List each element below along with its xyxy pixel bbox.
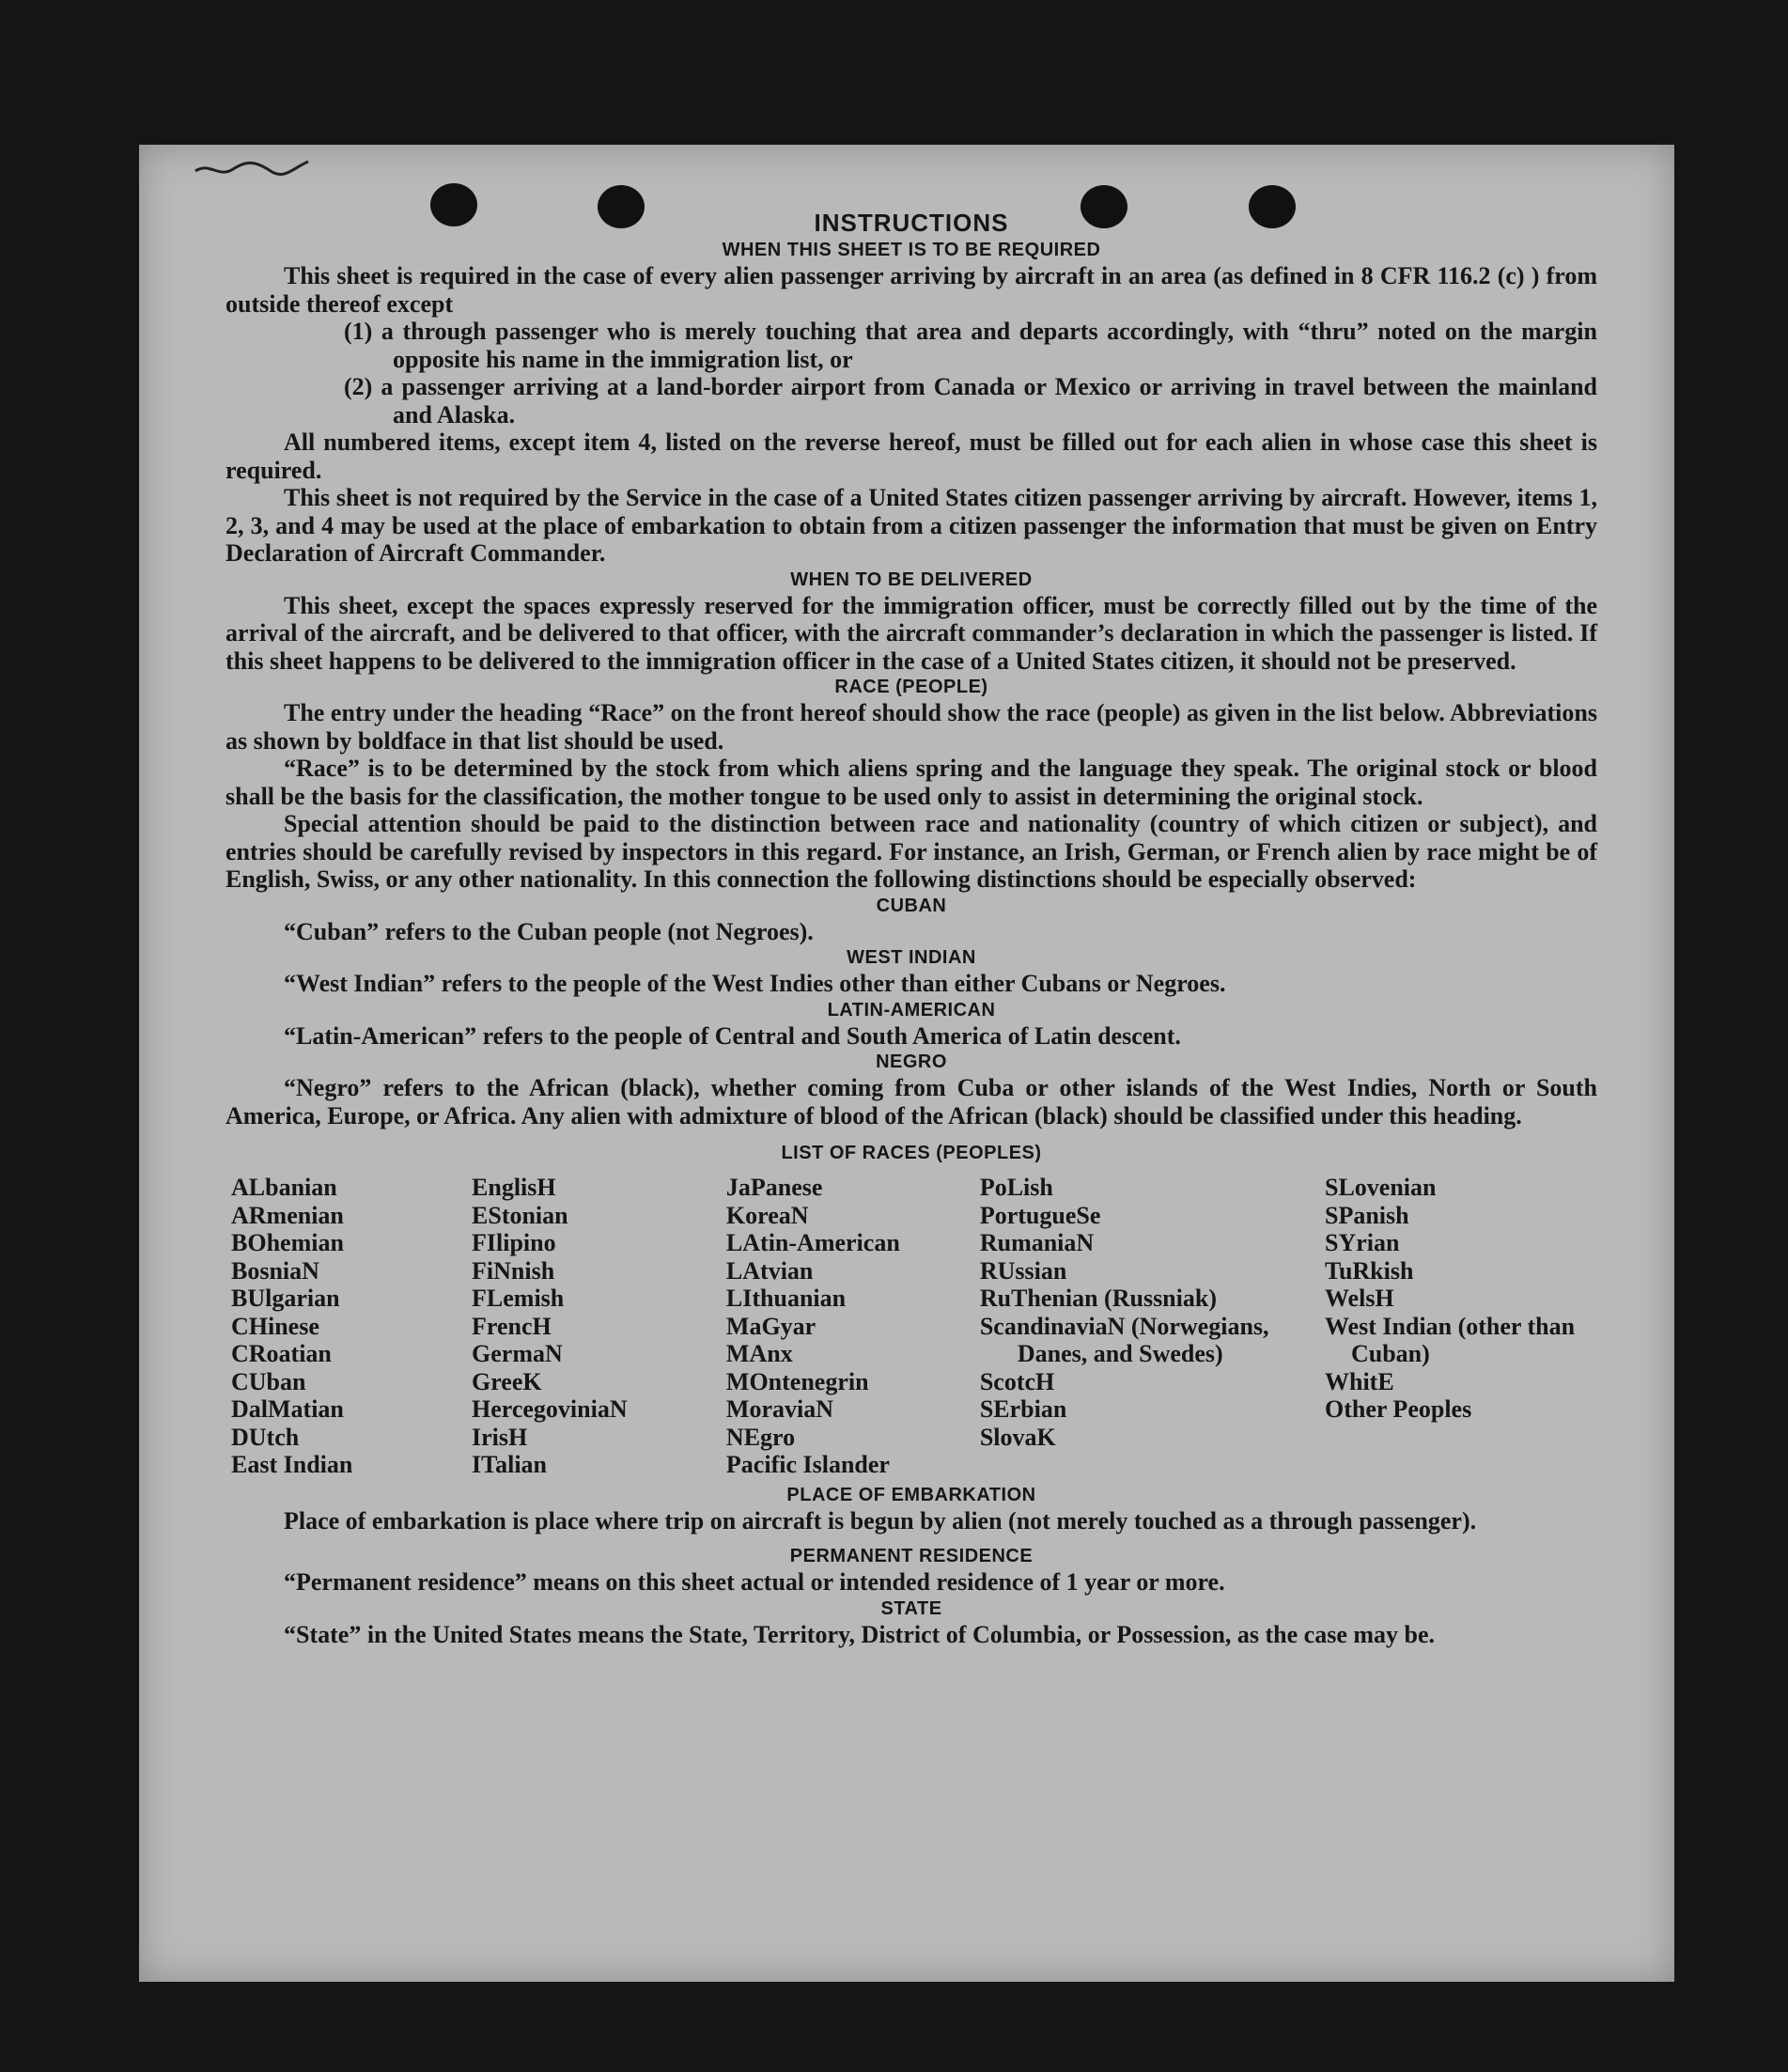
paragraph: The entry under the heading “Race” on the front hereof should show the race (people) as given in the list below. Abbreviations as shown by boldface in that list should be used. bbox=[225, 699, 1597, 755]
race-item: NEgro bbox=[725, 1423, 796, 1451]
race-item: SlovaK bbox=[979, 1423, 1056, 1451]
race-item: BosniaN bbox=[231, 1256, 319, 1285]
race-item: HercegoviniaN bbox=[472, 1395, 628, 1423]
document-sheet bbox=[139, 145, 1674, 1982]
race-item: LIthuanian bbox=[725, 1285, 847, 1312]
race-item: CUban bbox=[231, 1367, 306, 1395]
race-item: FrencH bbox=[472, 1312, 552, 1340]
race-item: MAnx bbox=[725, 1340, 793, 1367]
paragraph: “West Indian” refers to the people of the West Indies other than either Cubans or Negroes. bbox=[284, 970, 1226, 997]
races-column bbox=[1325, 1174, 1597, 1479]
race-item: DalMatian bbox=[231, 1395, 344, 1423]
race-item: KoreaN bbox=[725, 1201, 809, 1229]
race-item: SLovenian bbox=[1324, 1174, 1437, 1201]
race-item: WelsH bbox=[1324, 1285, 1394, 1312]
section-heading-delivered: WHEN TO BE DELIVERED bbox=[790, 569, 1033, 590]
handwritten-mark bbox=[191, 154, 313, 182]
race-item: JaPanese bbox=[725, 1174, 823, 1201]
race-item: EStonian bbox=[472, 1201, 568, 1229]
section-heading-residence: PERMANENT RESIDENCE bbox=[789, 1546, 1034, 1566]
list-item: (1) a through passenger who is merely touching that area and departs accordingly, with “thru” noted on the margin opposite his name in the immigration list, or bbox=[344, 318, 1597, 373]
race-item: BOhemian bbox=[231, 1229, 344, 1256]
race-item: FLemish bbox=[472, 1285, 565, 1312]
section-heading-latin-american: LATIN-AMERICAN bbox=[827, 999, 996, 1020]
race-item: RumaniaN bbox=[979, 1229, 1095, 1256]
race-item: ScotcH bbox=[979, 1367, 1055, 1395]
race-item: RUssian bbox=[979, 1256, 1067, 1285]
races-list bbox=[231, 1174, 1597, 1479]
race-item: MOntenegrin bbox=[725, 1367, 869, 1395]
race-item: TuRkish bbox=[1324, 1256, 1414, 1285]
paragraph: This sheet is not required by the Service in the case of a United States citizen passenger arriving by aircraft. However, items 1, 2, 3, and 4 may be used at the place of embarkation to obtain from a citizen passenger the information that must be given on Entry Declaration of Aircraft Commander. bbox=[225, 484, 1597, 567]
races-column bbox=[980, 1174, 1325, 1479]
section-heading-list-of-races: LIST OF RACES (PEOPLES) bbox=[781, 1143, 1042, 1163]
section-heading-cuban: CUBAN bbox=[876, 895, 947, 916]
instructions-content bbox=[225, 209, 1597, 1648]
section-heading-west-indian: WEST INDIAN bbox=[847, 947, 976, 968]
paragraph: “Cuban” refers to the Cuban people (not Negroes). bbox=[284, 917, 814, 945]
paragraph: “Latin-American” refers to the people of Central and South America of Latin descent. bbox=[284, 1021, 1181, 1050]
paragraph: Place of embarkation is place where trip on aircraft is begun by alien (not merely touched as a through passenger). bbox=[284, 1506, 1477, 1535]
race-item: RuThenian (Russniak) bbox=[979, 1285, 1217, 1312]
race-item: ITalian bbox=[472, 1451, 547, 1478]
list-item: (2) a passenger arriving at a land-border airport from Canada or Mexico or arriving in travel between the mainland and Alaska. bbox=[344, 373, 1597, 428]
races-column bbox=[726, 1174, 980, 1479]
paragraph: “Permanent residence” means on this sheet actual or intended residence of 1 year or more. bbox=[284, 1568, 1225, 1596]
race-item: LAtvian bbox=[725, 1256, 814, 1285]
race-item: WhitE bbox=[1324, 1367, 1394, 1395]
race-item: EnglisH bbox=[472, 1174, 556, 1201]
race-item: SErbian bbox=[979, 1395, 1067, 1423]
race-item: SPanish bbox=[1324, 1201, 1409, 1229]
paragraph: This sheet is required in the case of every alien passenger arriving by aircraft in an area (as defined in 8 CFR 116.2 (c) ) from outside thereof except bbox=[225, 262, 1597, 318]
race-item: Other Peoples bbox=[1324, 1395, 1472, 1423]
race-item: DUtch bbox=[231, 1423, 300, 1451]
race-item: GermaN bbox=[472, 1340, 563, 1367]
races-column bbox=[231, 1174, 472, 1479]
race-item: ALbanian bbox=[231, 1174, 337, 1201]
race-item: PortugueSe bbox=[979, 1201, 1101, 1229]
section-heading-negro: NEGRO bbox=[876, 1052, 947, 1072]
race-item: Pacific Islander bbox=[725, 1451, 890, 1478]
race-item: CHinese bbox=[231, 1312, 319, 1340]
race-item: CRoatian bbox=[231, 1340, 332, 1367]
paragraph: “State” in the United States means the State, Territory, District of Columbia, or Possession, as the case may be. bbox=[284, 1620, 1436, 1648]
paragraph: “Negro” refers to the African (black), whether coming from Cuba or other islands of the West Indies, North or South America, Europe, or Africa. Any alien with admixture of blood of the African (black) should be classified under this heading. bbox=[225, 1074, 1597, 1129]
paragraph: This sheet, except the spaces expressly reserved for the immigration officer, must be correctly filled out by the time of the arrival of the aircraft, and be delivered to that officer, with the aircraft commander’s declaration in which the passenger is listed. If this sheet happens to be delivered to the immigration officer in the case of a United States citizen, it should not be preserved. bbox=[225, 591, 1597, 675]
race-item: MaGyar bbox=[725, 1312, 816, 1340]
paragraph: “Race” is to be determined by the stock from which aliens spring and the language they speak. The original stock or blood shall be the basis for the classification, the mother tongue to be used only to assist in determining the original stock. bbox=[225, 755, 1597, 810]
section-heading-race: RACE (PEOPLE) bbox=[834, 677, 988, 697]
race-item: GreeK bbox=[472, 1367, 542, 1395]
races-column bbox=[472, 1174, 726, 1479]
section-heading-embarkation: PLACE OF EMBARKATION bbox=[786, 1484, 1036, 1505]
race-item: BUlgarian bbox=[231, 1285, 340, 1312]
section-heading-when-required: WHEN THIS SHEET IS TO BE REQUIRED bbox=[722, 240, 1101, 260]
section-heading-state: STATE bbox=[880, 1597, 942, 1619]
paragraph: Special attention should be paid to the distinction between race and nationality (country of which citizen or subject), and entries should be carefully revised by inspectors in this regard. For instance, an Irish, German, or French alien by race might be of English, Swiss, or any other nationality. In this connection the following distinctions should be especially observed: bbox=[225, 810, 1597, 893]
race-item: SYrian bbox=[1324, 1229, 1400, 1256]
race-item: West Indian (other than Cuban) bbox=[1324, 1312, 1576, 1367]
race-item: IrisH bbox=[472, 1423, 528, 1451]
race-item: ScandinaviaN (Norwegians, Danes, and Swedes) bbox=[979, 1312, 1269, 1367]
race-item: MoraviaN bbox=[725, 1395, 834, 1423]
race-item: LAtin-American bbox=[725, 1229, 900, 1256]
paragraph: All numbered items, except item 4, listed on the reverse hereof, must be filled out for each alien in whose case this sheet is required. bbox=[225, 428, 1597, 484]
race-item: ARmenian bbox=[231, 1201, 344, 1229]
page-title: INSTRUCTIONS bbox=[814, 209, 1009, 237]
race-item: PoLish bbox=[979, 1174, 1053, 1201]
race-item: East Indian bbox=[231, 1451, 353, 1478]
race-item: FIlipino bbox=[472, 1229, 556, 1256]
race-item: FiNnish bbox=[472, 1256, 555, 1285]
